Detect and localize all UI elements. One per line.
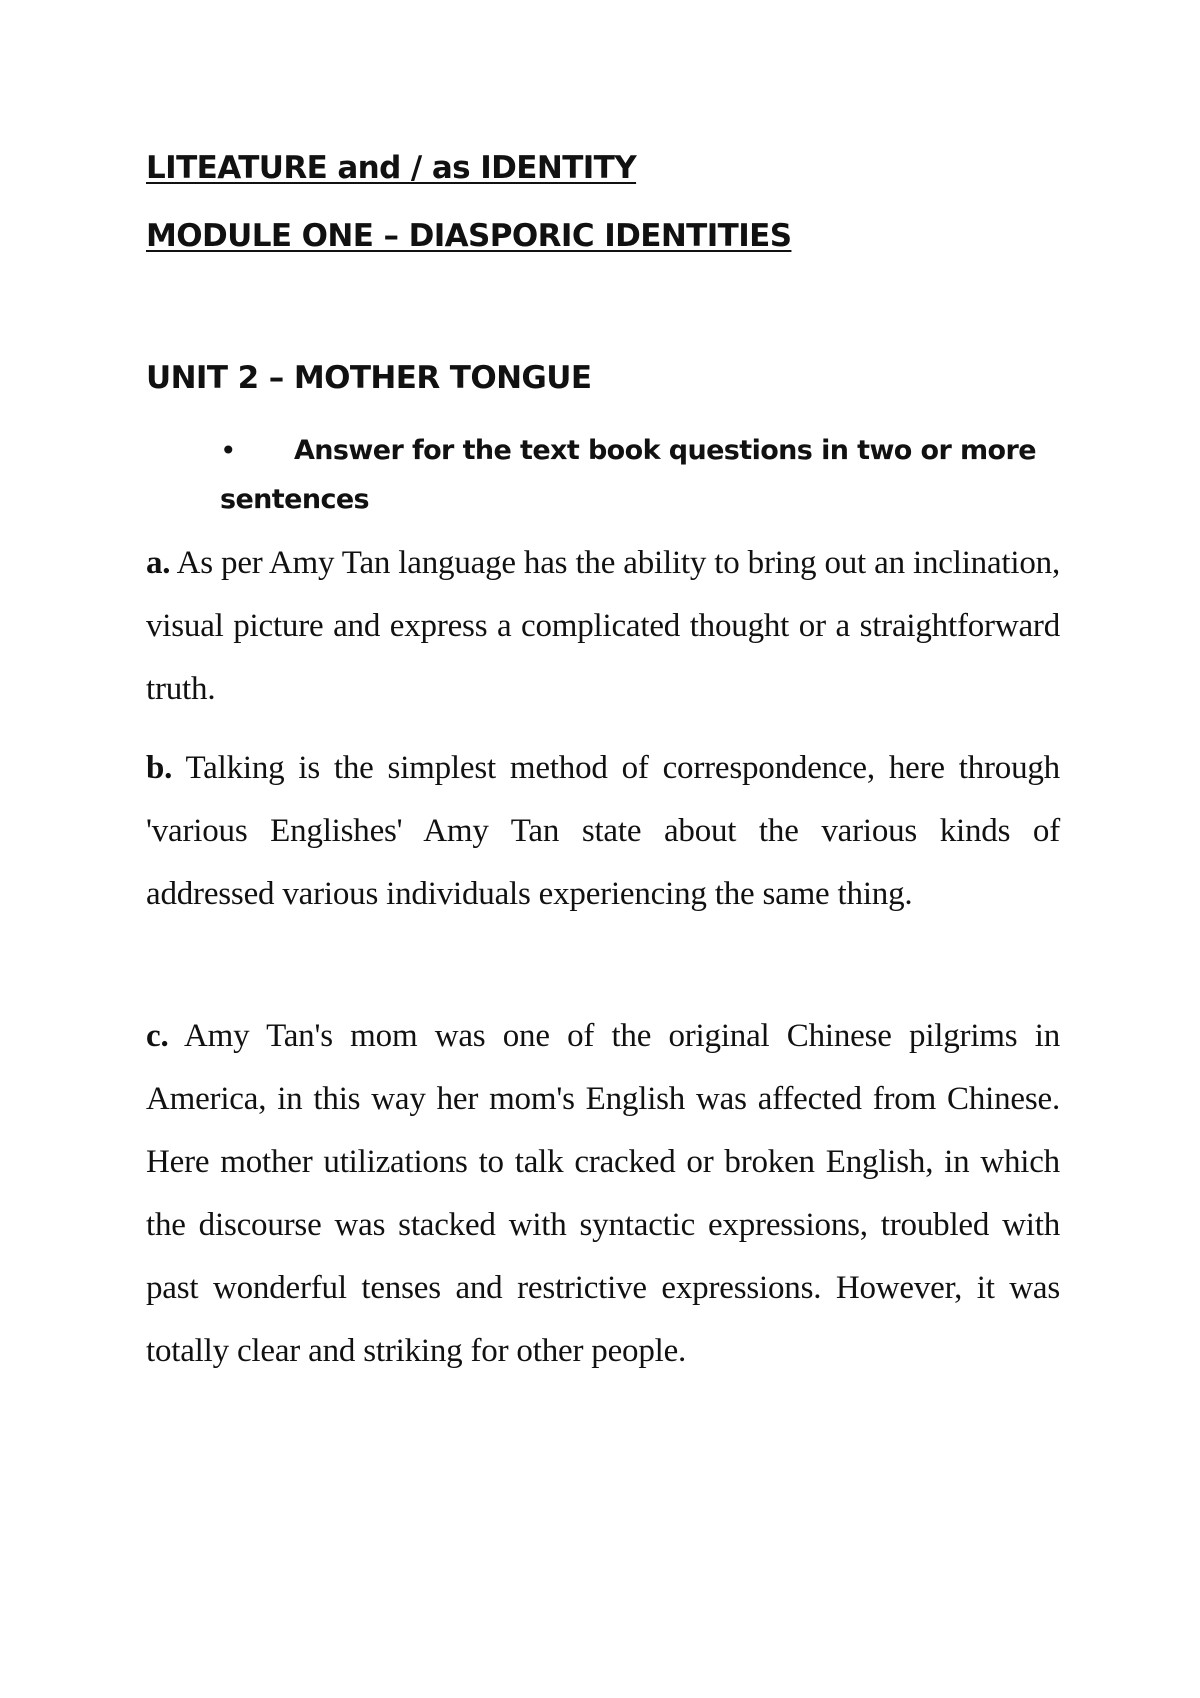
instruction-block xyxy=(220,426,1060,524)
answer-c-marker: c. xyxy=(146,1018,169,1054)
document-page xyxy=(146,0,1060,1698)
answer-c xyxy=(146,1005,1060,1383)
bullet-icon: • xyxy=(220,434,237,467)
answer-b xyxy=(146,737,1060,926)
answer-a-marker: a. xyxy=(146,545,171,581)
answer-b-text: Talking is the simplest method of correspondence, here through 'various Englishes' Amy Tan state about the various kinds of addressed various individuals experiencing the same thing. xyxy=(146,750,1060,912)
answer-c-text: Amy Tan's mom was one of the original Chinese pilgrims in America, in this way her mom's English was affected from Chinese. Here mother utilizations to talk cracked or broken English, in which the discourse was stacked with syntactic expressions, troubled with past wonderful tenses and restrictive expressions. However, it was totally clear and striking for other people. xyxy=(146,1018,1060,1369)
answer-b-marker: b. xyxy=(146,750,173,786)
module-title: MODULE ONE – DIASPORIC IDENTITIES xyxy=(146,218,792,254)
answer-a xyxy=(146,532,1060,721)
answer-a-text: As per Amy Tan language has the ability to bring out an inclination, visual picture and express a complicated thought or a straightforward truth. xyxy=(146,545,1060,707)
instruction-line-1: Answer for the text book questions in two or more xyxy=(294,435,1036,466)
unit-title: UNIT 2 – MOTHER TONGUE xyxy=(146,360,592,396)
document-title: LITEATURE and / as IDENTITY xyxy=(146,150,637,186)
instruction-line-2: sentences xyxy=(220,484,370,515)
